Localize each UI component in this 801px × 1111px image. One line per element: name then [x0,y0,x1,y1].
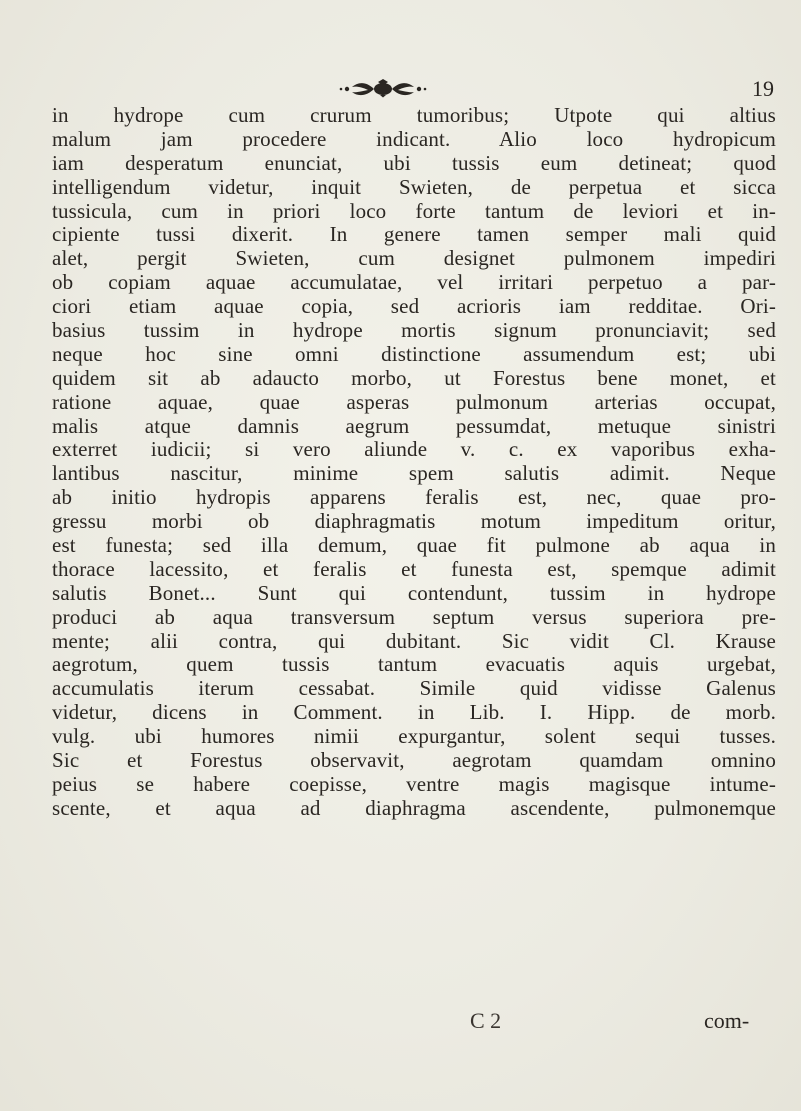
text-line: est funesta; sed illa demum, quae fit pulmone ab aqua in [52,534,776,558]
page-number: 19 [752,76,774,101]
text-line: ciori etiam aquae copia, sed acrioris iam redditae. Ori- [52,295,776,319]
text-line: tussicula, cum in priori loco forte tantum de leviori et in- [52,199,776,223]
text-line: salutis Bonet... Sunt qui contendunt, tussim in hydrope [52,581,776,605]
text-line: malis atque damnis aegrum pessumdat, metuque sinistri [52,414,776,438]
text-line: aegrotum, quem tussis tantum evacuatis aquis urgebat, [52,653,776,677]
text-line: iam desperatum enunciat, ubi tussis eum detineat; quod [52,151,776,175]
text-line: vulg. ubi humores nimii expurgantur, solent sequi tusses. [52,725,776,749]
text-line: gressu morbi ob diaphragmatis motum impeditum oritur, [52,510,776,534]
text-line: cipiente tussi dixerit. In genere tamen semper mali quid [52,223,776,247]
text-line: accumulatis iterum cessabat. Simile quid vidisse Galenus [52,677,776,701]
body-text [52,104,776,821]
text-line: lantibus nascitur, minime spem salutis adimit. Neque [52,462,776,486]
text-line: ratione aquae, quae asperas pulmonum arterias occupat, [52,390,776,414]
text-line: malum jam procedere indicant. Alio loco hydropicum [52,127,776,151]
text-line: scente, et aqua ad diaphragma ascendente, pulmonemque [52,796,776,820]
signature-mark: C 2 [470,1008,502,1033]
text-line: quidem sit ab adaucto morbo, ut Forestus bene monet, et [52,366,776,390]
text-line: mente; alii contra, qui dubitant. Sic vidit Cl. Krause [52,629,776,653]
text-line: peius se habere coepisse, ventre magis magisque intume- [52,772,776,796]
text-line: Sic et Forestus observavit, aegrotam quamdam omnino [52,749,776,773]
decorative-headpiece-icon [338,78,428,98]
text-line: neque hoc sine omni distinctione assumendum est; ubi [52,342,776,366]
catchword: com- [704,1008,750,1033]
text-line: alet, pergit Swieten, cum designet pulmonem impediri [52,247,776,271]
text-line: videtur, dicens in Comment. in Lib. I. Hipp. de morb. [52,701,776,725]
text-line: ab initio hydropis apparens feralis est, nec, quae pro- [52,486,776,510]
text-line: thorace lacessito, et feralis et funesta est, spemque adimit [52,557,776,581]
text-line: intelligendum videtur, inquit Swieten, de perpetua et sicca [52,175,776,199]
text-line: ob copiam aquae accumulatae, vel irritari perpetuo a par- [52,271,776,295]
text-line: in hydrope cum crurum tumoribus; Utpote qui altius [52,104,776,127]
text-line: basius tussim in hydrope mortis signum pronunciavit; sed [52,319,776,343]
text-line: exterret iudicii; si vero aliunde v. c. ex vaporibus exha- [52,438,776,462]
text-line: produci ab aqua transversum septum versus superiora pre- [52,605,776,629]
